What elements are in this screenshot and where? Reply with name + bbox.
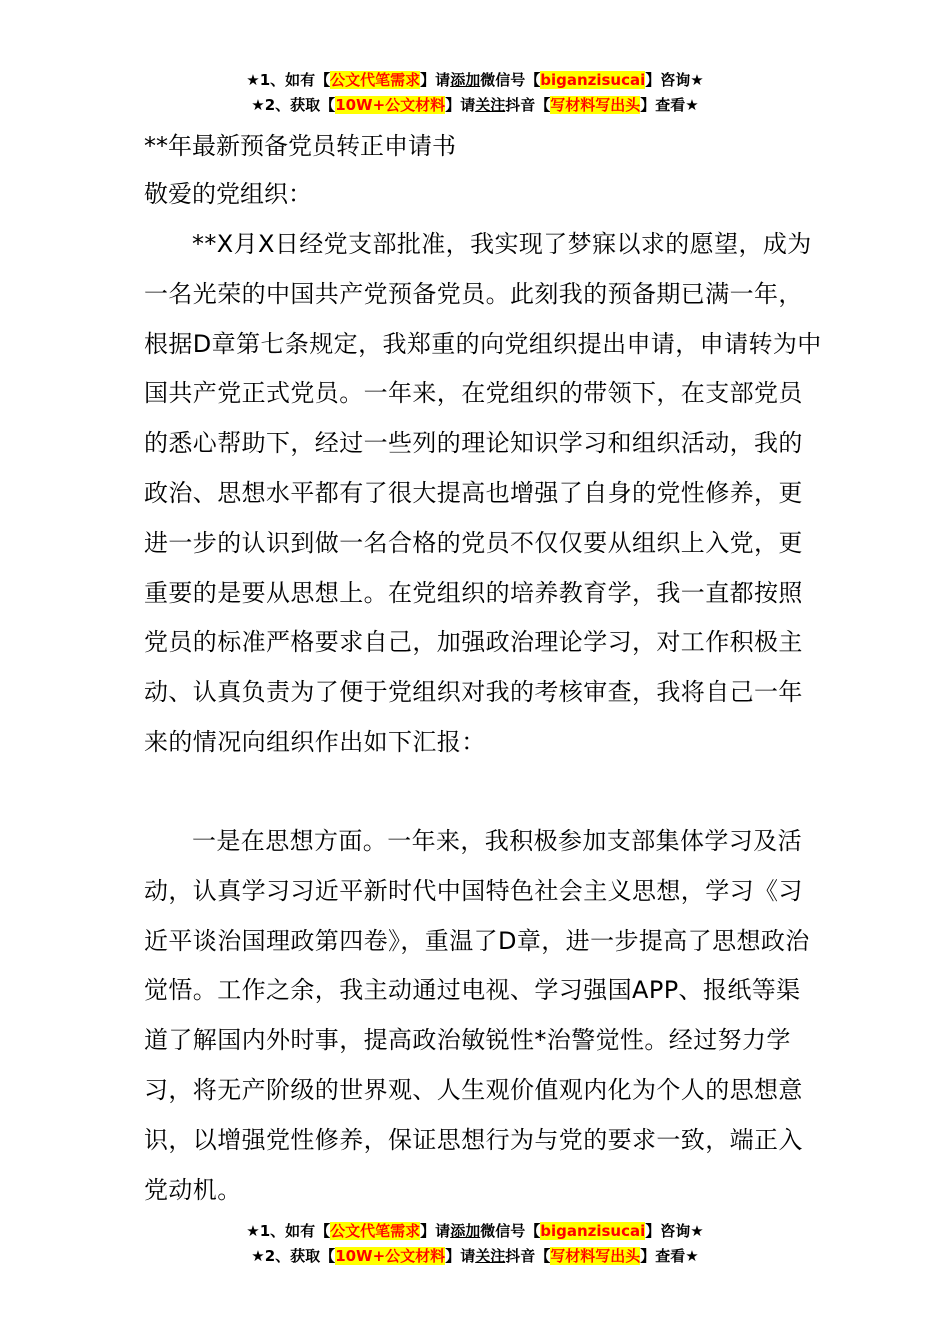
- notice-mid: 】请: [445, 96, 476, 114]
- highlight-douyin-account: 写材料写出头: [550, 96, 641, 114]
- salutation: 敬爱的党组织：: [144, 180, 312, 208]
- header-notice-line-2: [0, 95, 950, 115]
- notice-prefix: ★2、获取【: [251, 96, 336, 114]
- notice-mid: 微信号【: [480, 71, 541, 89]
- notice-mid: 】请: [420, 71, 451, 89]
- notice-mid: 】请: [420, 1222, 451, 1240]
- highlight-materials: 10W+公文材料: [335, 1247, 446, 1265]
- notice-underlined: 添加: [450, 71, 481, 89]
- notice-prefix: ★1、如有【: [246, 1222, 331, 1240]
- notice-underlined: 添加: [450, 1222, 481, 1240]
- body-paragraph-2: 一是在思想方面。一年来，我积极参加支部集体学习及活动，认真学习习近平新时代中国特色社会主义思想，学习《习近平谈治国理政第四卷》，重温了D章，进一步提高了思想政治觉悟。工作之余，我主动通过电视、学习强国APP、报纸等渠道了解国内外时事，提高政治敏锐性*治警觉性。经过努力学习，将无产阶级的世界观、人生观价值观内化为个人的思想意识，以增强党性修养，保证思想行为与党的要求一致，端正入党动机。: [144, 827, 810, 1204]
- highlight-wechat-id: biganzisucai: [540, 1222, 646, 1240]
- notice-suffix: 】咨询★: [645, 1222, 704, 1240]
- footer-notice-line-1: [0, 1221, 950, 1241]
- notice-mid: 抖音【: [505, 96, 551, 114]
- highlight-service: 公文代笔需求: [330, 1222, 421, 1240]
- notice-mid: 抖音【: [505, 1247, 551, 1265]
- notice-underlined: 关注: [475, 1247, 506, 1265]
- body-paragraph-1: **X月X日经党支部批准，我实现了梦寐以求的愿望，成为一名光荣的中国共产党预备党员。此刻我的预备期已满一年，根据D章第七条规定，我郑重的向党组织提出申请，申请转为中国共产党正式党员。一年来，在党组织的带领下，在支部党员的悉心帮助下，经过一些列的理论知识学习和组织活动，我的政治、思想水平都有了很大提高也增强了自身的党性修养，更进一步的认识到做一名合格的党员不仅仅要从组织上入党，更重要的是要从思想上。在党组织的培养教育学，我一直都按照党员的标准严格要求自己，加强政治理论学习，对工作积极主动、认真负责为了便于党组织对我的考核审查，我将自己一年来的情况向组织作出如下汇报：: [144, 230, 822, 756]
- notice-prefix: ★2、获取【: [251, 1247, 336, 1265]
- document-title: **年最新预备党员转正申请书: [144, 132, 456, 160]
- notice-mid: 】请: [445, 1247, 476, 1265]
- notice-suffix: 】咨询★: [645, 71, 704, 89]
- notice-underlined: 关注: [475, 96, 506, 114]
- notice-mid: 微信号【: [480, 1222, 541, 1240]
- notice-suffix: 】查看★: [640, 96, 699, 114]
- footer-notice-line-2: [0, 1246, 950, 1266]
- header-notice-line-1: [0, 70, 950, 90]
- highlight-service: 公文代笔需求: [330, 71, 421, 89]
- highlight-materials: 10W+公文材料: [335, 96, 446, 114]
- notice-prefix: ★1、如有【: [246, 71, 331, 89]
- highlight-douyin-account: 写材料写出头: [550, 1247, 641, 1265]
- highlight-wechat-id: biganzisucai: [540, 71, 646, 89]
- notice-suffix: 】查看★: [640, 1247, 699, 1265]
